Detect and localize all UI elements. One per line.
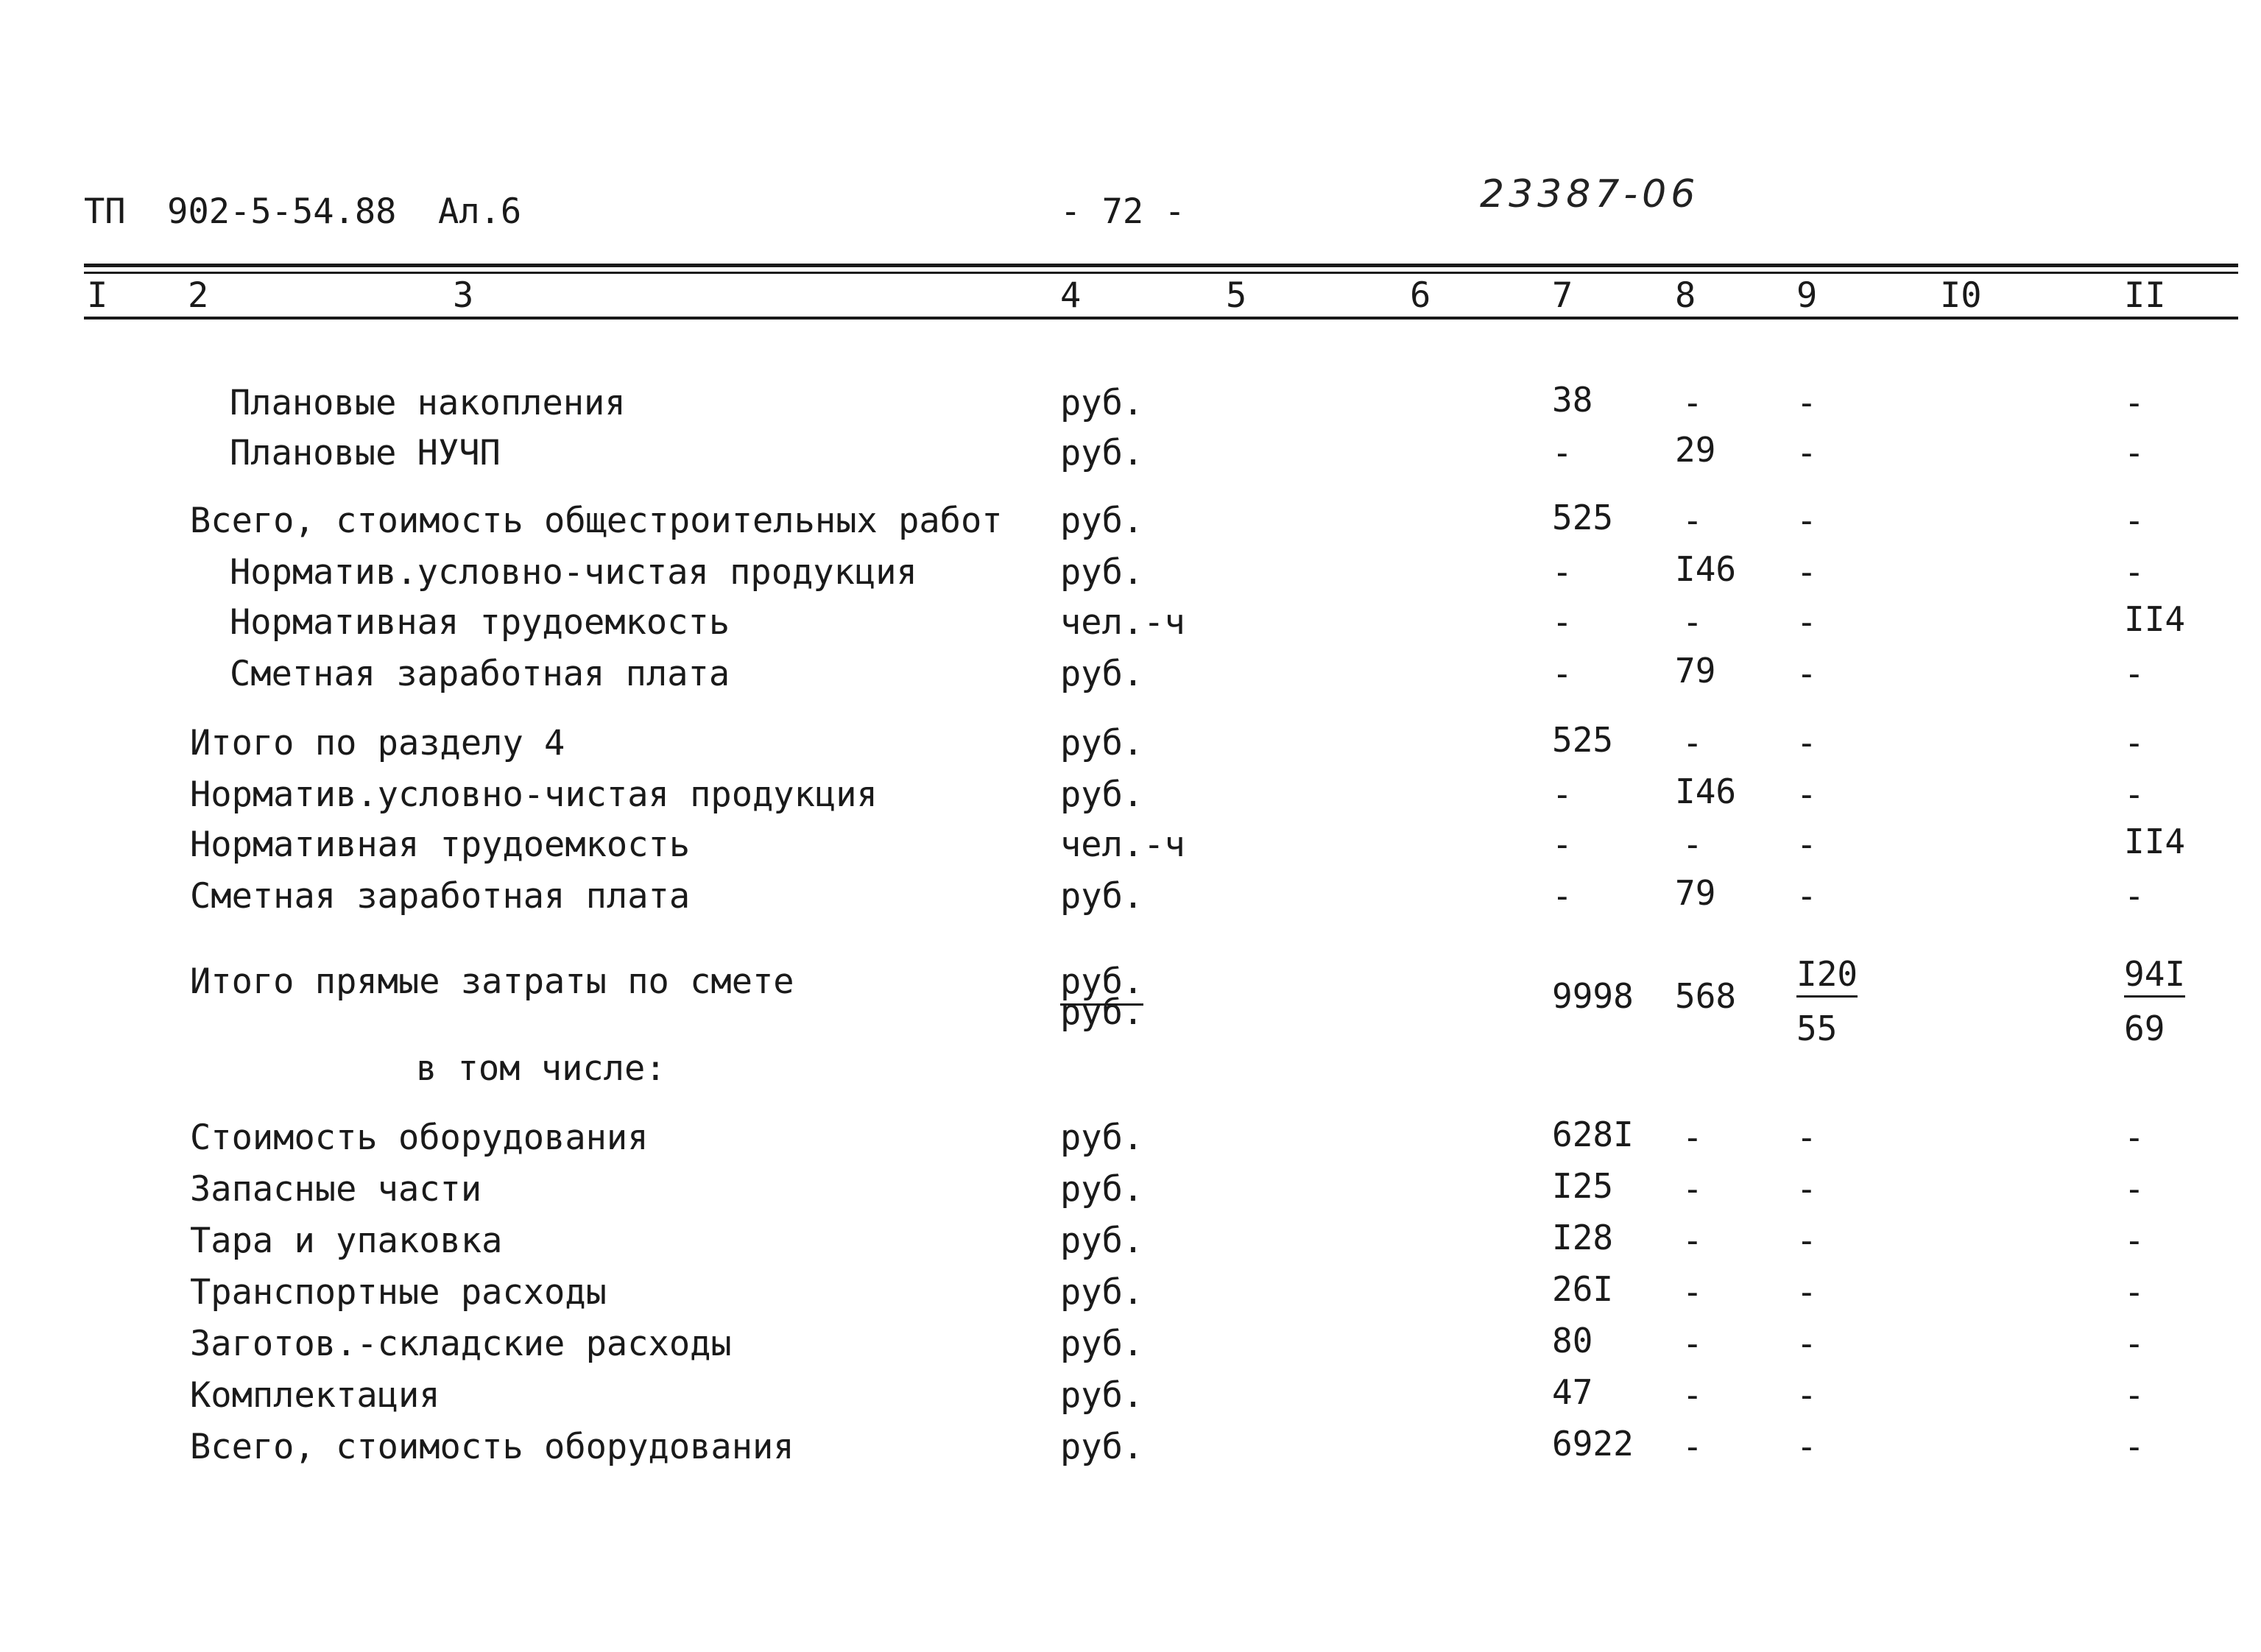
- direct-costs-col9-top-text: I20: [1796, 954, 1858, 998]
- row-unit: руб.: [1060, 654, 1144, 694]
- cell-col11: -: [2124, 1221, 2145, 1260]
- direct-costs-col9-top: [1796, 954, 1858, 994]
- cell-col7: 47: [1552, 1372, 1593, 1412]
- cell-col7: 80: [1552, 1321, 1593, 1360]
- cell-col11: -: [2124, 1427, 2145, 1466]
- cell-col8: -: [1682, 723, 1703, 763]
- cell-col8: -: [1682, 602, 1703, 642]
- page-number: - 72 -: [1060, 191, 1185, 232]
- cell-col7: 6922: [1552, 1424, 1634, 1464]
- row-label: Тара и упаковка: [190, 1221, 503, 1261]
- row-label: Транспортные расходы: [190, 1272, 607, 1313]
- row-unit: чел.-ч: [1060, 602, 1185, 643]
- cell-col11: -: [2124, 1375, 2145, 1415]
- row-label: Плановые НУЧП: [230, 433, 501, 473]
- cell-col8: -: [1682, 1118, 1703, 1157]
- cell-col7: -: [1552, 774, 1573, 814]
- cell-col11: -: [2124, 1324, 2145, 1363]
- handwritten-number: 23387-06: [1480, 172, 1700, 216]
- cell-col8: -: [1682, 1221, 1703, 1260]
- direct-costs-col11-top: [2124, 954, 2186, 994]
- direct-costs-col11-top-text: 94I: [2124, 954, 2185, 998]
- cell-col8: -: [1682, 1375, 1703, 1415]
- cell-col8: 29: [1675, 430, 1716, 470]
- cell-col8: -: [1682, 1169, 1703, 1209]
- cell-col8: I46: [1675, 549, 1737, 589]
- column-header-10: I0: [1940, 275, 1982, 316]
- cell-col11: -: [2124, 1118, 2145, 1157]
- cell-col11: -: [2124, 552, 2145, 592]
- row-unit: чел.-ч: [1060, 825, 1185, 865]
- cell-col9: -: [1796, 825, 1817, 864]
- row-unit: руб.: [1060, 1118, 1144, 1158]
- row-unit: руб.: [1060, 1221, 1144, 1261]
- column-header-2: 2: [188, 275, 209, 316]
- row-label: Итого по разделу 4: [190, 723, 565, 763]
- column-header-8: 8: [1675, 275, 1696, 316]
- cell-col11: -: [2124, 654, 2145, 693]
- row-label: Заготов.-складские расходы: [190, 1324, 732, 1364]
- row-label: Сметная заработная плата: [230, 654, 730, 694]
- row-label: Норматив.условно-чистая продукция: [230, 552, 917, 593]
- cell-col7: 38: [1552, 380, 1593, 420]
- cell-col9: -: [1796, 1324, 1817, 1363]
- row-label: Комплектация: [190, 1375, 440, 1416]
- cell-col9: -: [1796, 1118, 1817, 1157]
- row-label: Норматив.условно-чистая продукция: [190, 774, 878, 815]
- cell-col7: -: [1552, 602, 1573, 642]
- column-header-9: 9: [1796, 275, 1818, 316]
- cell-col8: 79: [1675, 873, 1716, 913]
- cell-col8: 79: [1675, 651, 1716, 691]
- row-label: Всего, стоимость оборудования: [190, 1427, 794, 1467]
- cell-col7: -: [1552, 552, 1573, 592]
- cell-col7: I25: [1552, 1166, 1614, 1206]
- row-unit: руб.: [1060, 774, 1144, 815]
- column-header-7: 7: [1552, 275, 1573, 316]
- row-unit: руб.: [1060, 876, 1144, 917]
- column-header-5: 5: [1226, 275, 1247, 316]
- row-unit: руб.: [1060, 723, 1144, 763]
- cell-col9: -: [1796, 654, 1817, 693]
- cell-col7: -: [1552, 654, 1573, 693]
- cell-col11: -: [2124, 501, 2145, 540]
- cell-col8: -: [1682, 1427, 1703, 1466]
- cell-col9: -: [1796, 383, 1817, 423]
- row-unit: руб.: [1060, 1375, 1144, 1416]
- cell-col7: 26I: [1552, 1269, 1614, 1309]
- direct-costs-col7: 9998: [1552, 976, 1634, 1016]
- cell-col9: -: [1796, 723, 1817, 763]
- column-header-4: 4: [1060, 275, 1082, 316]
- column-header-1: I: [87, 275, 108, 316]
- row-label: Стоимость оборудования: [190, 1118, 649, 1158]
- cell-col8: -: [1682, 1272, 1703, 1312]
- cell-col7: 525: [1552, 498, 1614, 537]
- cell-col9: -: [1796, 552, 1817, 592]
- row-unit: руб.: [1060, 552, 1144, 593]
- row-label: Нормативная трудоемкость: [190, 825, 691, 865]
- direct-costs-unit-bottom: руб.: [1060, 992, 1144, 1033]
- row-unit: руб.: [1060, 1427, 1144, 1467]
- cell-col9: -: [1796, 876, 1817, 916]
- cell-col9: -: [1796, 1427, 1817, 1466]
- row-label: Всего, стоимость общестроительных работ: [190, 501, 1003, 541]
- cell-col7: 628I: [1552, 1115, 1634, 1154]
- row-label: Плановые накопления: [230, 383, 626, 423]
- including-label: в том числе:: [416, 1048, 666, 1089]
- cell-col8: -: [1682, 825, 1703, 864]
- cell-col7: -: [1552, 433, 1573, 473]
- direct-costs-col9-bottom: 55: [1796, 1009, 1838, 1048]
- top-double-rule-2: [84, 272, 2238, 274]
- row-unit: руб.: [1060, 1272, 1144, 1313]
- cell-col9: -: [1796, 501, 1817, 540]
- cell-col8: -: [1682, 1324, 1703, 1363]
- cell-col9: -: [1796, 602, 1817, 642]
- header-bottom-rule: [84, 317, 2238, 320]
- cell-col7: -: [1552, 876, 1573, 916]
- cell-col11: -: [2124, 1169, 2145, 1209]
- row-label: Сметная заработная плата: [190, 876, 691, 917]
- document-code: ТП 902-5-54.88 Ал.6: [84, 191, 522, 232]
- cell-col11: II4: [2124, 822, 2186, 861]
- column-header-11: II: [2124, 275, 2166, 316]
- row-unit: руб.: [1060, 383, 1144, 423]
- cell-col8: -: [1682, 501, 1703, 540]
- cell-col9: -: [1796, 433, 1817, 473]
- cell-col7: -: [1552, 825, 1573, 864]
- direct-costs-label: Итого прямые затраты по смете: [190, 961, 794, 1002]
- cell-col11: -: [2124, 774, 2145, 814]
- row-label: Нормативная трудоемкость: [230, 602, 730, 643]
- column-header-3: 3: [453, 275, 474, 316]
- cell-col8: I46: [1675, 772, 1737, 811]
- cell-col9: -: [1796, 1272, 1817, 1312]
- cell-col8: -: [1682, 383, 1703, 423]
- cell-col11: II4: [2124, 599, 2186, 639]
- row-unit: руб.: [1060, 433, 1144, 473]
- cell-col7: 525: [1552, 720, 1614, 760]
- cell-col9: -: [1796, 1375, 1817, 1415]
- cell-col9: -: [1796, 1221, 1817, 1260]
- cell-col9: -: [1796, 774, 1817, 814]
- row-label: Запасные части: [190, 1169, 482, 1210]
- direct-costs-col11-bottom: 69: [2124, 1009, 2165, 1048]
- cell-col9: -: [1796, 1169, 1817, 1209]
- direct-costs-unit-top-text: руб.: [1060, 961, 1143, 1006]
- cell-col11: -: [2124, 1272, 2145, 1312]
- row-unit: руб.: [1060, 1324, 1144, 1364]
- row-unit: руб.: [1060, 501, 1144, 541]
- row-unit: руб.: [1060, 1169, 1144, 1210]
- cell-col7: I28: [1552, 1218, 1614, 1257]
- cell-col11: -: [2124, 876, 2145, 916]
- cell-col11: -: [2124, 433, 2145, 473]
- top-double-rule-1: [84, 264, 2238, 267]
- column-header-6: 6: [1410, 275, 1431, 316]
- cell-col11: -: [2124, 383, 2145, 423]
- cell-col11: -: [2124, 723, 2145, 763]
- direct-costs-col8: 568: [1675, 976, 1737, 1016]
